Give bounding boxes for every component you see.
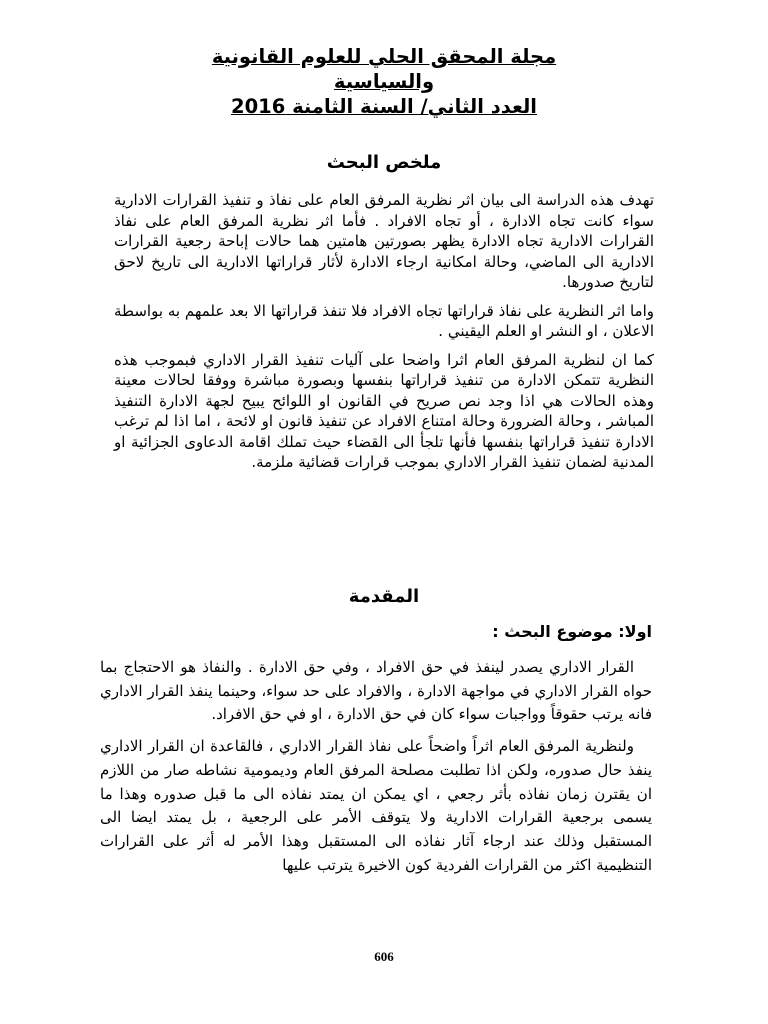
journal-issue-line: العدد الثاني/ السنة الثامنة 2016 [231, 95, 537, 118]
introduction-paragraph: القرار الاداري يصدر لينفذ في حق الافراد ، وفي حق الادارة . والنفاذ هو الاحتجاج بما حواه القرار الاداري في مواجهة الادارة ، والافراد على حد سواء، وحينما ينفذ القرار الاداري فانه يرتب حقوقاً وواجبات سواء كان في حق الادارة ، او في حق الافراد. [100, 658, 652, 724]
abstract-paragraph: كما ان لنظرية المرفق العام اثرا واضحا على آليات تنفيذ القرار الاداري فبموجب هذه النظرية تتمكن الادارة من تنفيذ قراراتها بنفسها وبصورة مباشرة ووفقا لحالات معينة وهذه الحالات هي اذا وجد نص صريح في القانون او اللوائح يبيح لجهة الادارة التنفيذ المباشر ، وحالة الضرورة وحالة امتناع الافراد عن تنفيذ قانون او لائحة ، اما اذا لم ترغب الادارة تنفيذ قراراتها بنفسها فأنها تلجأ الى القضاء حيث تملك اقامة الدعاوى الجزائية او المدنية لضمان تنفيذ القرار الاداري بموجب قرارات قضائية ملزمة. [114, 350, 654, 471]
abstract-body [114, 190, 654, 481]
research-subject-heading: اولا: موضوع البحث : [492, 622, 652, 641]
journal-header [100, 44, 668, 119]
abstract-paragraph: تهدف هذه الدراسة الى بيان اثر نظرية المرفق العام على نفاذ و تنفيذ القرارات الادارية سواء كانت تجاه الادارة ، أو تجاه الافراد . فأما اثر نظرية المرفق العام على نفاذ القرارات الادارية تجاه الادارة يظهر بصورتين هامتين هما حالات إباحة رجعية القرارات الادارية الى الماضي، وحالة امكانية ارجاء الادارة لأثار قراراتها الادارية الى تاريخ لاحق لتاريخ صدورها. [114, 191, 654, 291]
introduction-paragraph: ولنظرية المرفق العام اثراً واضحاً على نفاذ القرار الاداري ، فالقاعدة ان القرار الاداري ينفذ حال صدوره، ولكن اذا تطلبت مصلحة المرفق العام وديمومية نشاطه صار من اللازم ان يقترن زمان نفاذه بأثر رجعي ، اي يمكن ان يمتد نفاذه الى ما قبل صدوره وهذا ما يسمى برجعية القرارات الادارية ولا يتوقف الأمر على الرجعية ، بل يمتد ايضا الى المستقبل وذلك عند ارجاء آثار نفاذه الى المستقبل وهذا الأمر له أثر على القرارات التنظيمية اكثر من القرارات الفردية كون الاخيرة يترتب عليها [100, 737, 652, 874]
journal-title-line-1: مجلة المحقق الحلي للعلوم القانونية [211, 45, 557, 68]
abstract-title: ملخص البحث [326, 152, 442, 173]
journal-title-line-2: والسياسية [333, 70, 435, 93]
abstract-paragraph: واما اثر النظرية على نفاذ قراراتها تجاه الافراد فلا تنفذ قراراتها الا بعد علمهم به بواسطة الاعلان ، او النشر او العلم اليقيني . [114, 301, 654, 340]
introduction-body [100, 656, 652, 885]
introduction-title: المقدمة [348, 586, 420, 607]
page-number: 606 [374, 949, 394, 964]
